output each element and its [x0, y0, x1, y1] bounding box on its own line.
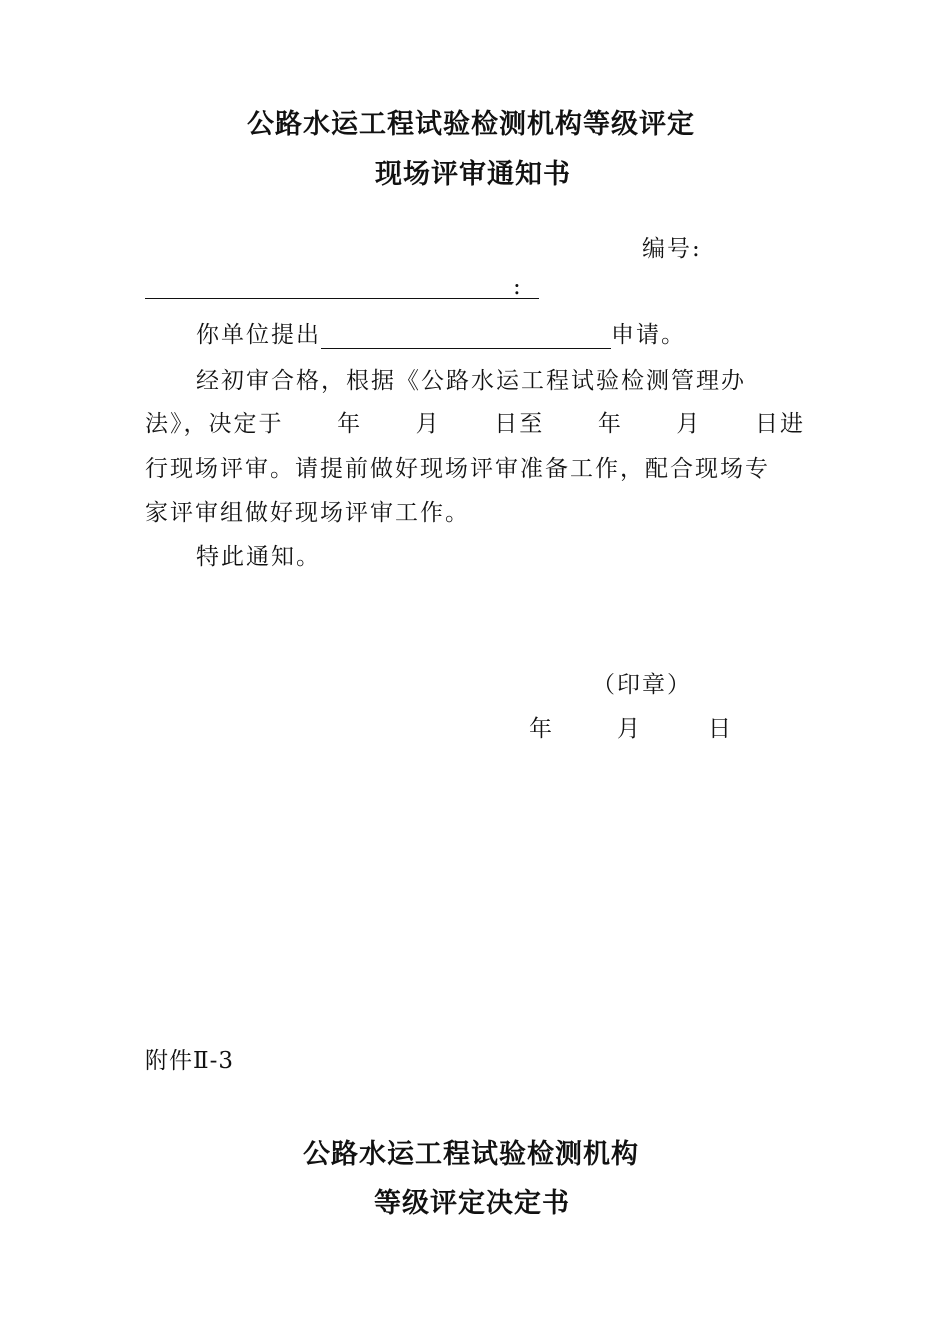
attachment-label: 附件Ⅱ-3 [145, 1048, 235, 1074]
attachment-title-line1: 公路水运工程试验检测机构 [303, 1139, 639, 1170]
paragraph-2-line2 [145, 405, 805, 438]
seal-label: （印章） [592, 672, 692, 698]
para1-suffix: 申请。 [611, 322, 686, 348]
para2-token: 月 [676, 411, 702, 437]
number-label: 编号: [642, 236, 702, 262]
para2-token: 年 [597, 411, 623, 437]
notice-title-line2: 现场评审通知书 [375, 159, 571, 190]
closing-text: 特此通知。 [196, 544, 321, 570]
para2-token: 日进 [754, 411, 805, 437]
application-blank [321, 322, 611, 349]
para2-token: 日至 [494, 411, 545, 437]
date-day: 日 [708, 716, 733, 742]
paragraph-2-line3: 行现场评审。请提前做好现场评审准备工作，配合现场专 [145, 456, 770, 482]
date-year: 年 [529, 716, 554, 742]
date-month: 月 [617, 716, 642, 742]
notice-title-line1: 公路水运工程试验检测机构等级评定 [247, 109, 695, 140]
para2-token: 法》，决定于 [145, 411, 284, 437]
para2-token: 月 [415, 411, 441, 437]
paragraph-1 [196, 316, 686, 349]
addressee-line [145, 272, 539, 299]
attachment-title-line2: 等级评定决定书 [374, 1188, 570, 1219]
para2-token: 年 [337, 411, 363, 437]
paragraph-2-line1: 经初审合格，根据《公路水运工程试验检测管理办 [196, 368, 746, 394]
paragraph-2-line4: 家评审组做好现场评审工作。 [145, 500, 470, 526]
para1-prefix: 你单位提出 [196, 322, 321, 348]
addressee-colon: : [513, 274, 523, 300]
